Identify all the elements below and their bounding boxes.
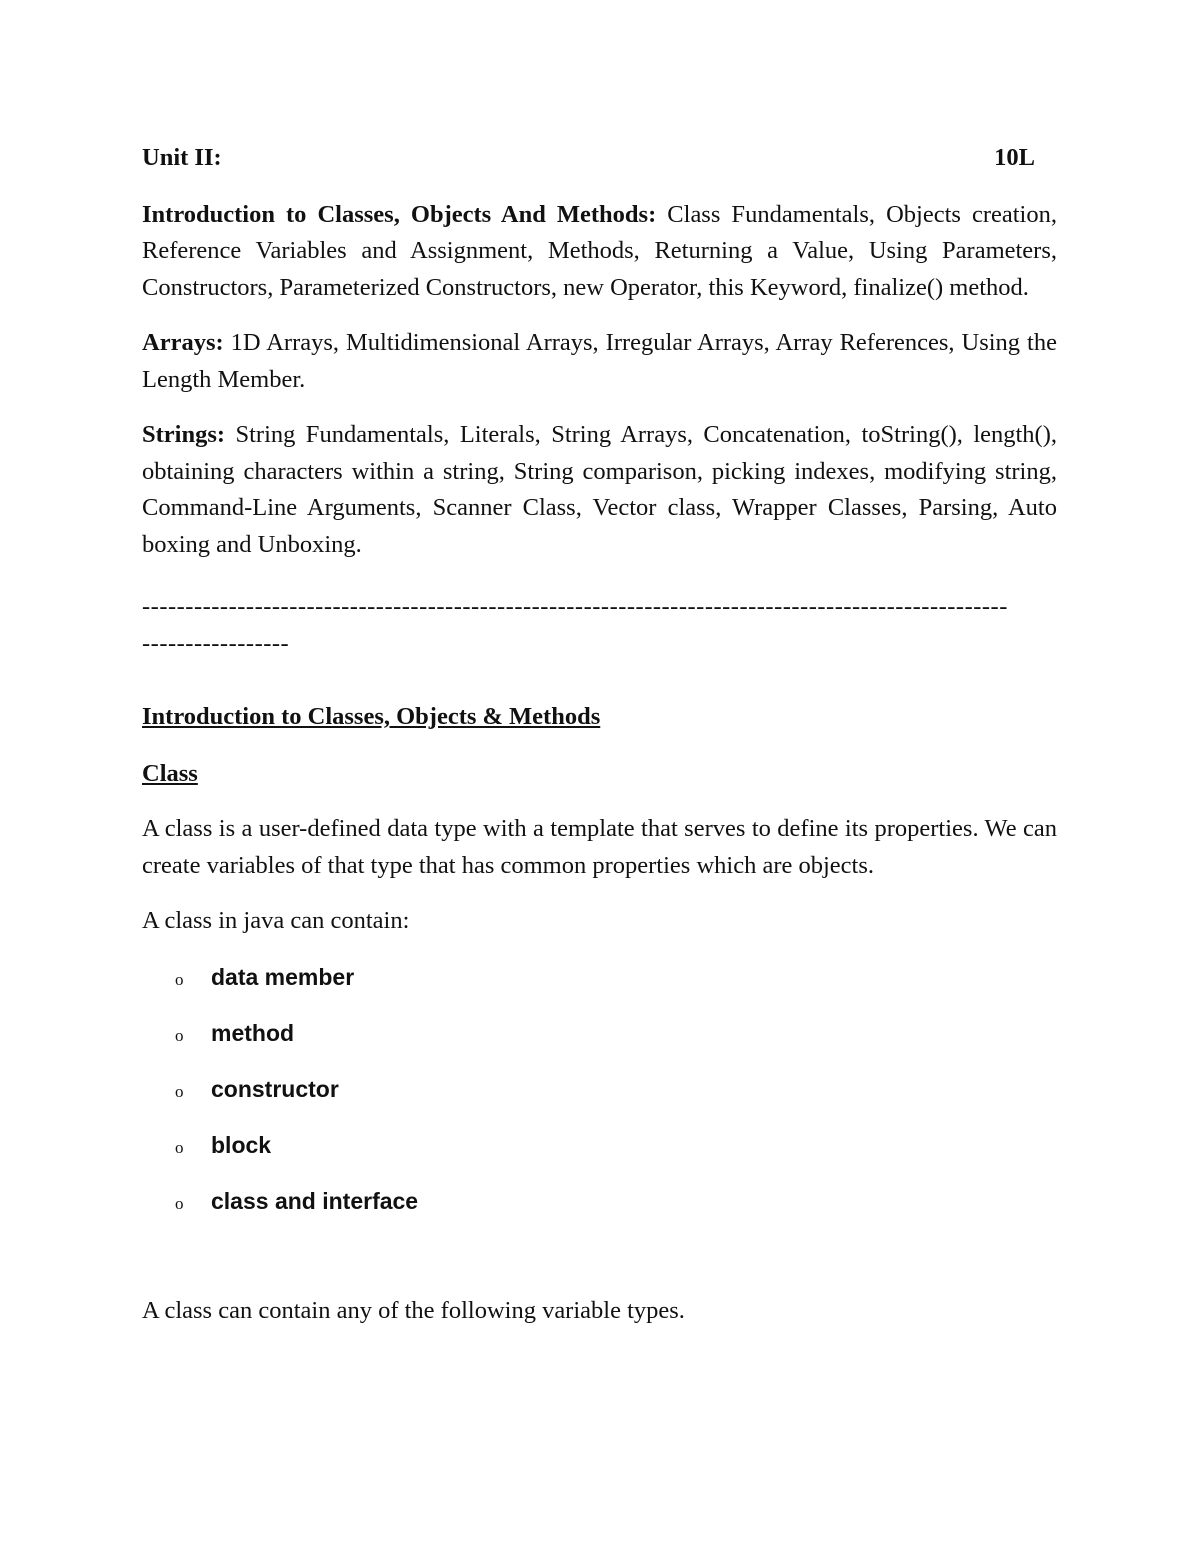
divider-line-2: -----------------	[142, 629, 290, 657]
syllabus-strings-label: Strings:	[142, 421, 226, 448]
bullet-icon: o	[175, 969, 184, 989]
class-subheading: Class	[142, 759, 198, 787]
class-definition: A class is a user-defined data type with a template that serves to define its properties. We can create variables of that type that has common properties which are objects.	[142, 815, 1057, 879]
bullet-icon: o	[175, 1025, 184, 1045]
member-label: block	[211, 1131, 272, 1158]
divider-line-1: ----------------------------------------------------------------------------------------------------	[142, 593, 1008, 620]
list-item	[142, 1183, 1057, 1239]
syllabus-strings	[142, 417, 1057, 563]
bullet-icon: o	[175, 1081, 184, 1101]
syllabus-intro-label: Introduction to Classes, Objects And Methods:	[142, 200, 657, 228]
syllabus-arrays-text: 1D Arrays, Multidimensional Arrays, Irregular Arrays, Array References, Using the Length Member.	[142, 329, 1057, 393]
member-label: method	[211, 1019, 295, 1046]
list-item	[142, 1127, 1057, 1183]
member-label: constructor	[211, 1075, 339, 1102]
list-item	[142, 959, 1057, 1015]
bullet-icon: o	[175, 1193, 184, 1213]
bullet-icon: o	[175, 1137, 184, 1157]
syllabus-strings-text: String Fundamentals, Literals, String Arrays, Concatenation, toString(), length(), obtaining characters within a string, String comparison, picking indexes, modifying string, Command-Line Arguments, Scanner Class, Vector class, Wrapper Classes, Parsing, Auto boxing and Unboxing.	[142, 421, 1057, 558]
syllabus-arrays	[142, 325, 1057, 398]
variable-types-intro: A class can contain any of the following variable types.	[142, 1296, 685, 1324]
member-label: class and interface	[211, 1187, 419, 1214]
unit-header	[142, 140, 1057, 177]
section-heading: Introduction to Classes, Objects & Methods	[142, 703, 601, 730]
class-members-list	[142, 959, 1057, 1239]
list-item	[142, 1015, 1057, 1071]
dashed-divider	[142, 589, 1057, 662]
list-item	[142, 1071, 1057, 1127]
unit-title: Unit II:	[142, 144, 222, 171]
document-page	[142, 140, 1057, 1348]
syllabus-intro-text: Class Fundamentals, Objects creation, Reference Variables and Assignment, Methods, Returning a Value, Using Parameters, Constructors, Parameterized Constructors, new Operator, this Keyword, finalize() method.	[142, 200, 1057, 301]
unit-hours: 10L	[994, 144, 1035, 171]
syllabus-arrays-label: Arrays:	[142, 329, 224, 356]
member-label: data member	[211, 963, 355, 990]
class-contains-intro: A class in java can contain:	[142, 907, 410, 934]
syllabus-intro	[142, 197, 1057, 307]
